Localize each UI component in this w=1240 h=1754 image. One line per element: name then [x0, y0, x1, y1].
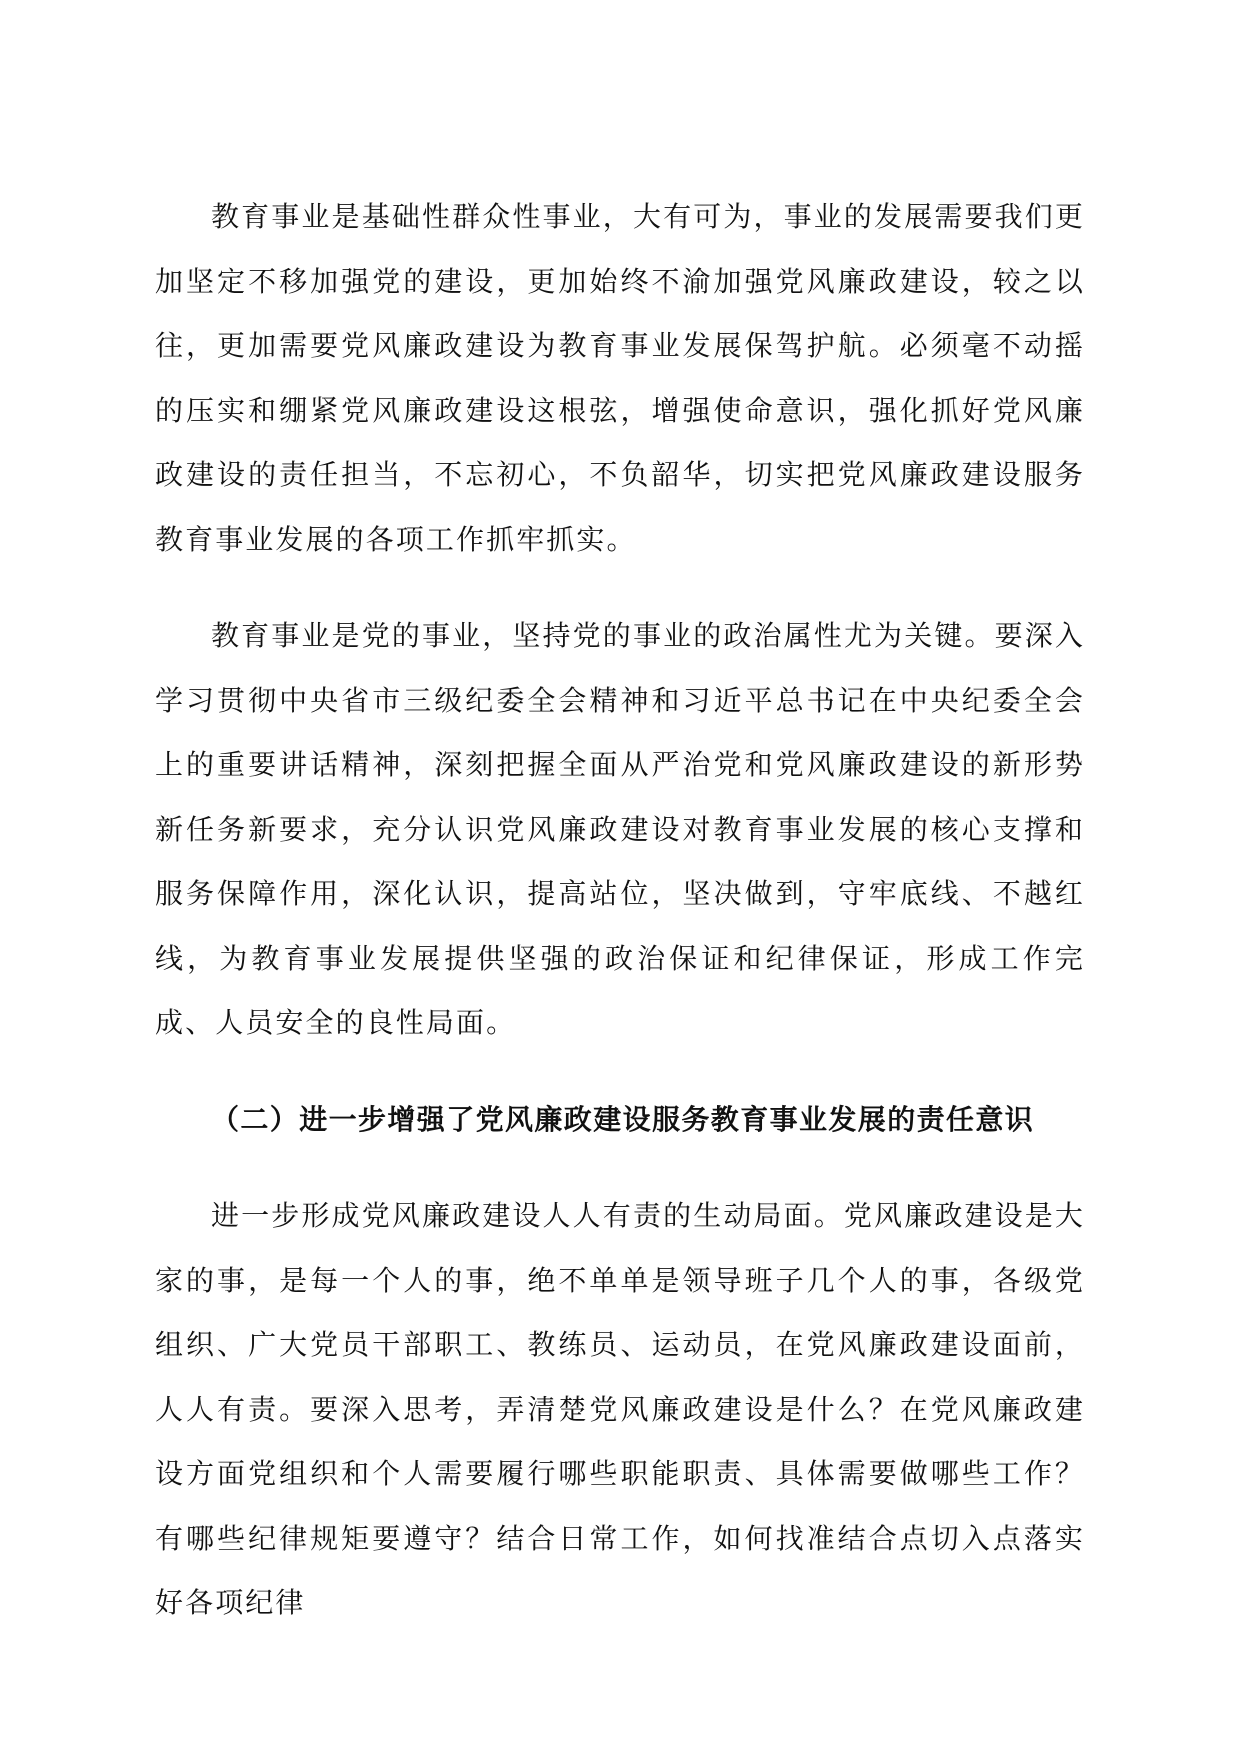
paragraph-spacer [155, 572, 1085, 604]
body-paragraph-2: 教育事业是党的事业，坚持党的事业的政治属性尤为关键。要深入学习贯彻中央省市三级纪委全会精神和习近平总书记在中央纪委全会上的重要讲话精神，深刻把握全面从严治党和党风廉政建设的新形势新任务新要求，充分认识党风廉政建设对教育事业发展的核心支撑和服务保障作用，深化认识，提高站位，坚决做到，守牢底线、不越红线，为教育事业发展提供坚强的政治保证和纪律保证，形成工作完成、人员安全的良性局面。 [155, 619, 1085, 1039]
paragraph-spacer [155, 1152, 1085, 1184]
document-page [155, 185, 1085, 1636]
body-paragraph-3: 进一步形成党风廉政建设人人有责的生动局面。党风廉政建设是大家的事，是每一个人的事，绝不单单是领导班子几个人的事，各级党组织、广大党员干部职工、教练员、运动员，在党风廉政建设面前，人人有责。要深入思考，弄清楚党风廉政建设是什么？在党风廉政建设方面党组织和个人需要履行哪些职能职责、具体需要做哪些工作？有哪些纪律规矩要遵守？结合日常工作，如何找准结合点切入点落实好各项纪律 [155, 1199, 1085, 1619]
paragraph-spacer [155, 1056, 1085, 1088]
section-heading: （二）进一步增强了党风廉政建设服务教育事业发展的责任意识 [211, 1102, 1035, 1136]
body-paragraph-1: 教育事业是基础性群众性事业，大有可为，事业的发展需要我们更加坚定不移加强党的建设，更加始终不渝加强党风廉政建设，较之以往，更加需要党风廉政建设为教育事业发展保驾护航。必须毫不动摇的压实和绷紧党风廉政建设这根弦，增强使命意识，强化抓好党风廉政建设的责任担当，不忘初心，不负韶华，切实把党风廉政建设服务教育事业发展的各项工作抓牢抓实。 [155, 200, 1085, 556]
